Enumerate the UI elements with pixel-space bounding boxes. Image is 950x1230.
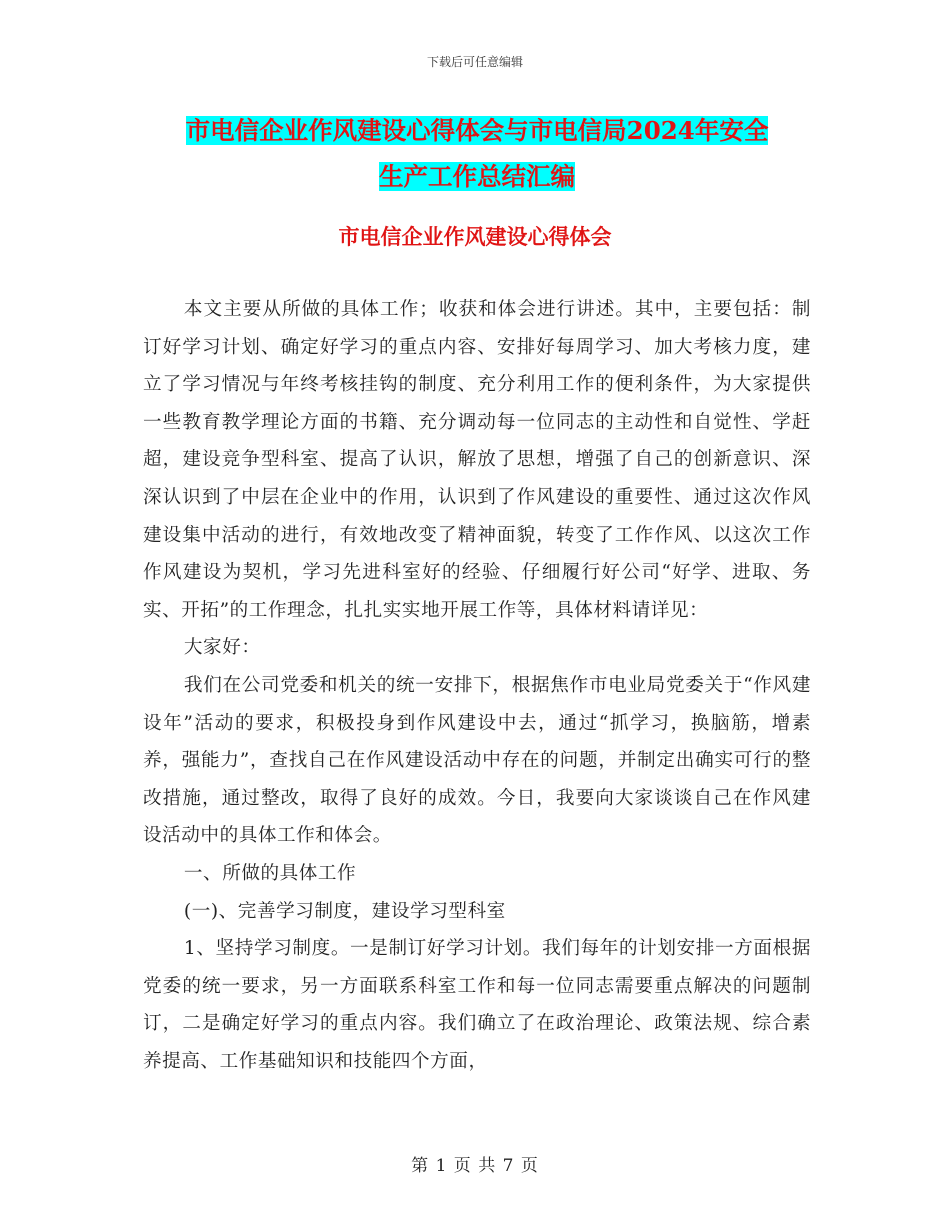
body-text	[143, 291, 811, 1080]
paragraph-greeting: 大家好：	[183, 637, 261, 659]
paragraph-heading-1: 一、所做的具体工作	[183, 862, 357, 884]
section-heading: 市电信企业作风建设心得体会	[338, 224, 612, 249]
document-title	[143, 108, 811, 200]
document-title-line-2: 生产工作总结汇编	[379, 162, 575, 191]
document-title-line-1: 市电信企业作风建设心得体会与市电信局2024年安全	[185, 116, 769, 145]
paragraph-summary: 本文主要从所做的具体工作；收获和体会进行讲述。其中，主要包括：制订好学习计划、确定好学习的重点内容、安排好每周学习、加大考核力度，建立了学习情况与年终考核挂钩的制度、充分利用工作的便利条件，为大家提供一些教育教学理论方面的书籍、充分调动每一位同志的主动性和自觉性、学赶超，建设竞争型科室、提高了认识，解放了思想，增强了自己的创新意识、深深认识到了中层在企业中的作用，认识到了作风建设的重要性、通过这次作风建设集中活动的进行，有效地改变了精神面貌，转变了工作作风、以这次工作作风建设为契机，学习先进科室好的经验、仔细履行好公司“好学、进取、务实、开拓”的工作理念，扎扎实实地开展工作等，具体材料请详见：	[143, 299, 811, 621]
page-header-note: 下载后可任意编辑	[426, 55, 523, 69]
paragraph-subheading-1: (一)、完善学习制度，建设学习型科室	[183, 900, 506, 922]
page-number: 第 1 页 共 7 页	[411, 1156, 539, 1176]
paragraph-intro: 我们在公司党委和机关的统一安排下，根据焦作市电业局党委关于“作风建设年”活动的要求，积极投身到作风建设中去，通过“抓学习，换脑筋，增素养，强能力”，查找自己在作风建设活动中存在的问题，并制定出确实可行的整改措施，通过整改，取得了良好的成效。今日，我要向大家谈谈自己在作风建设活动中的具体工作和体会。	[143, 674, 811, 847]
paragraph-study-system: 1、坚持学习制度。一是制订好学习计划。我们每年的计划安排一方面根据党委的统一要求，另一方面联系科室工作和每一位同志需要重点解决的问题制订，二是确定好学习的重点内容。我们确立了在政治理论、政策法规、综合素养提高、工作基础知识和技能四个方面，	[143, 938, 811, 1072]
